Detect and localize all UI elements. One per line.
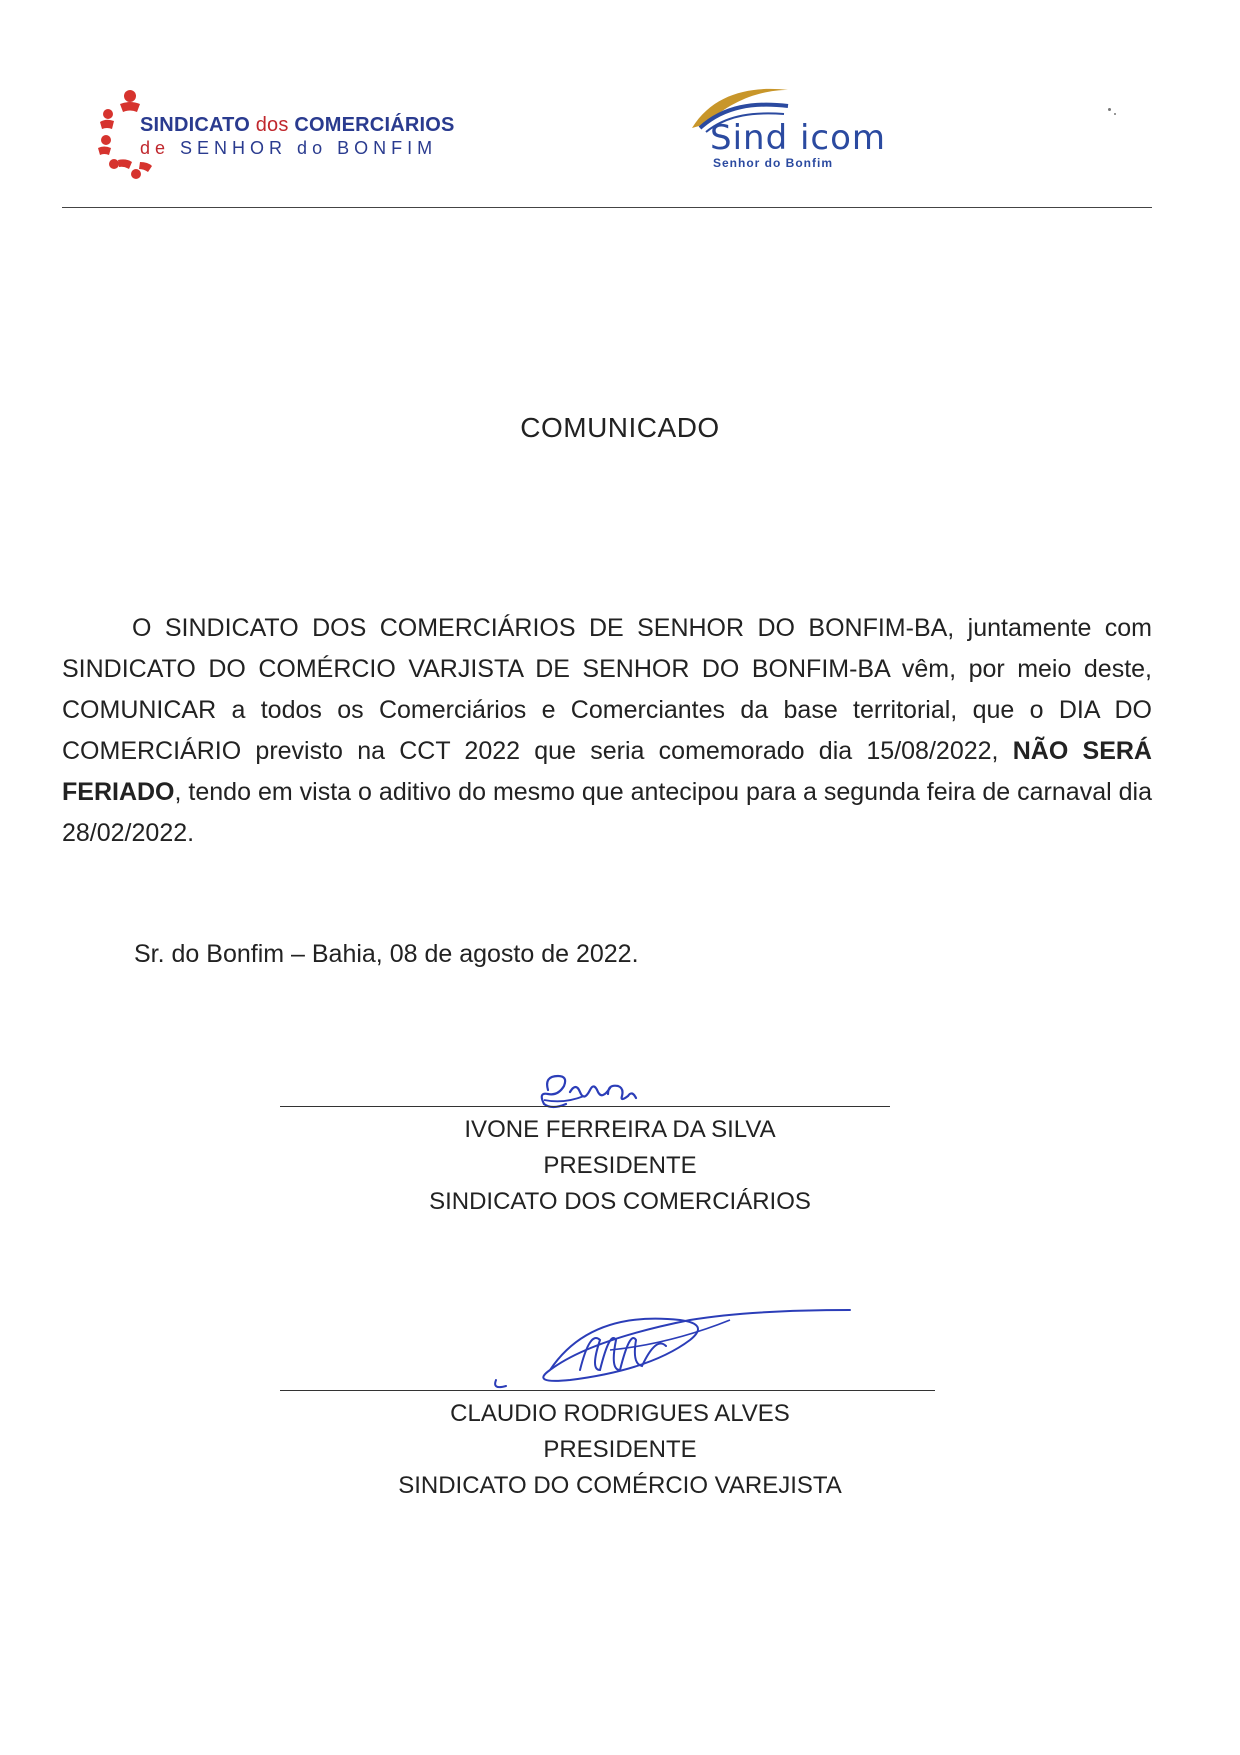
left-logo-word-de: de <box>140 138 171 158</box>
left-logo-word-city: SENHOR do BONFIM <box>180 138 438 158</box>
scan-speck <box>1114 113 1116 115</box>
signer-organization-2: SINDICATO DO COMÉRCIO VAREJISTA <box>398 1472 842 1499</box>
signer-role-1: PRESIDENTE <box>543 1152 697 1179</box>
signature-line-2 <box>280 1390 935 1391</box>
handwritten-signature-2 <box>490 1300 860 1390</box>
paragraph-emphasis: NÃO SERÁ FERIADO <box>62 737 1152 806</box>
sindicom-logo <box>684 84 904 174</box>
left-logo-word-dos: dos <box>255 114 289 136</box>
signer-role-2: PRESIDENTE <box>543 1436 697 1463</box>
signature-line-1 <box>280 1106 890 1107</box>
left-logo-line2 <box>140 138 437 159</box>
date-line: Sr. do Bonfim – Bahia, 08 de agosto de 2022. <box>134 940 639 968</box>
document-title: COMUNICADO <box>520 412 720 443</box>
scan-speck <box>1108 108 1111 111</box>
paragraph-text-part2: , tendo em vista o aditivo do mesmo que antecipou para a segunda feira de carnaval dia 28/02/2022. <box>62 778 1152 847</box>
sindicom-subtitle: Senhor do Bonfim <box>713 156 833 170</box>
main-paragraph <box>62 608 1152 854</box>
header-divider <box>62 207 1152 208</box>
left-logo-word-comerciarios: COMERCIÁRIOS <box>294 114 455 136</box>
signer-organization-1: SINDICATO DOS COMERCIÁRIOS <box>429 1188 811 1215</box>
left-logo-line1 <box>140 114 455 137</box>
signer-name-1: IVONE FERREIRA DA SILVA <box>464 1116 776 1143</box>
sindicato-comerciarios-logo <box>96 82 536 182</box>
sindicom-name: Sind icom <box>710 118 887 158</box>
paragraph-text-part1: O SINDICATO DOS COMERCIÁRIOS DE SENHOR DO BONFIM-BA, juntamente com SINDICATO DO COMÉRCIO VARJISTA DE SENHOR DO BONFIM-BA vêm, por meio deste, COMUNICAR a todos os Comerciários e Comerciantes da base territorial, que o DIA DO COMERCIÁRIO previsto na CCT 2022 que seria comemorado dia 15/08/2022, <box>62 614 1152 765</box>
signer-name-2: CLAUDIO RODRIGUES ALVES <box>450 1400 790 1427</box>
left-logo-word-sindicato: SINDICATO <box>140 114 250 136</box>
